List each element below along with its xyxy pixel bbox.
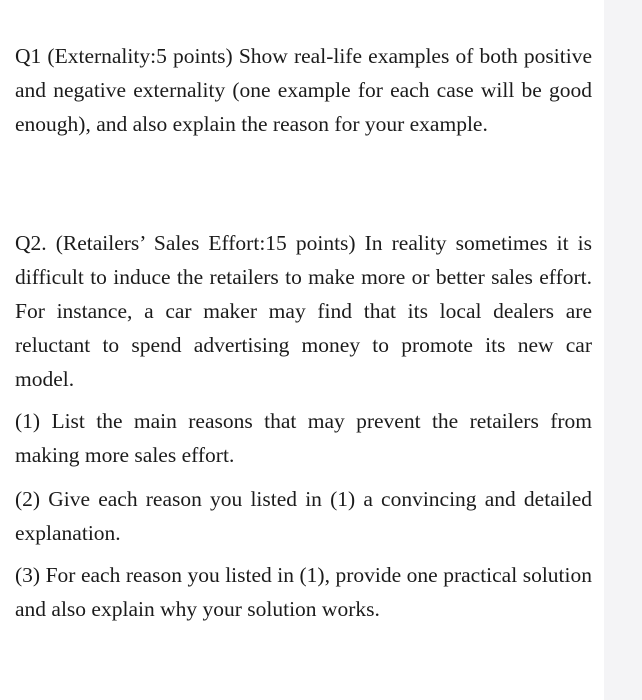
- page-margin: [604, 0, 642, 700]
- question-2-part-3: (3) For each reason you listed in (1), provide one practical solution and also explain why your solution works.: [15, 563, 592, 621]
- question-1: Q1 (Externality:5 points) Show real-life examples of both positive and negative externality (one example for each case will be good enough), and also explain the reason for your example.: [15, 44, 592, 136]
- question-2: Q2. (Retailers’ Sales Effort:15 points) In reality sometimes it is difficult to induce the retailers to make more or better sales effort. For instance, a car maker may find that its local dealers are reluctant to spend advertising money to promote its new car model.: [15, 231, 592, 391]
- question-2-part-1: (1) List the main reasons that may prevent the retailers from making more sales effort.: [15, 409, 592, 467]
- question-2-part-2: (2) Give each reason you listed in (1) a convincing and detailed explanation.: [15, 487, 592, 545]
